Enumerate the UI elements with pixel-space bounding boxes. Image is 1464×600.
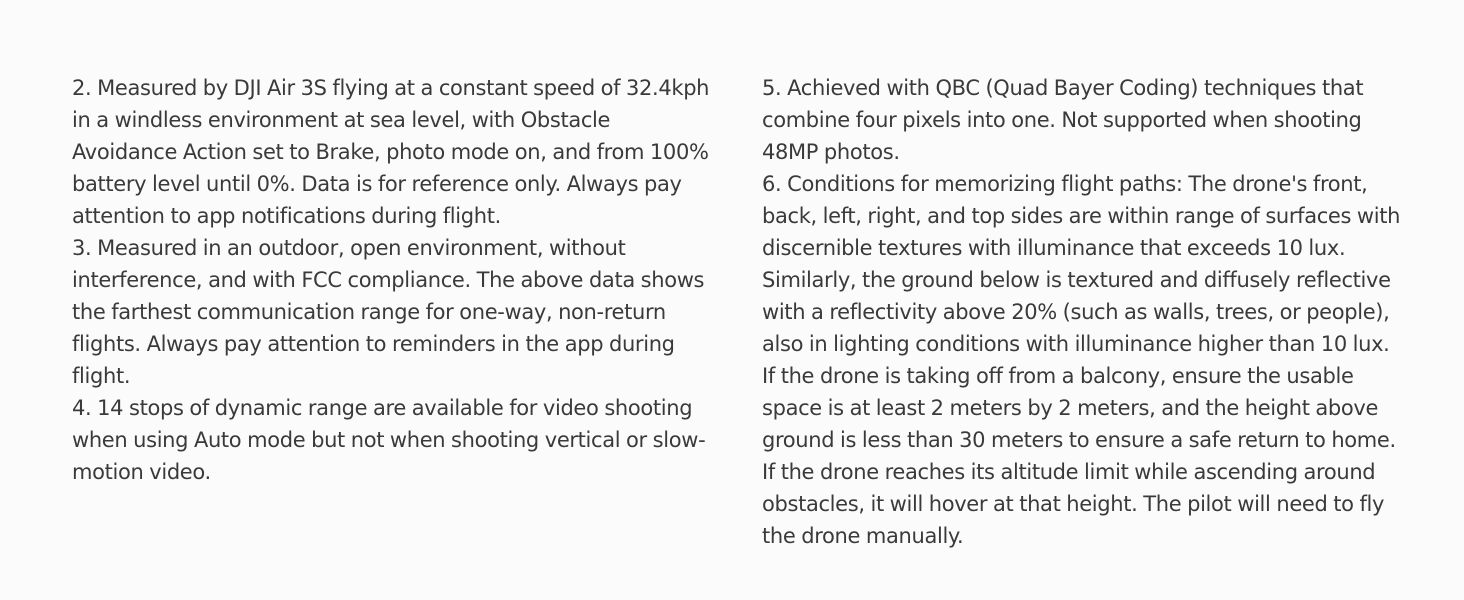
footnote-4: 4. 14 stops of dynamic range are available for video shooting when using Auto mode but not when shooting vertical or slow-motion video. bbox=[72, 396, 706, 484]
footnotes-right-column bbox=[762, 72, 1402, 552]
footnote-2: 2. Measured by DJI Air 3S flying at a constant speed of 32.4kph in a windless environment at sea level, with Obstacle Avoidance Action set to Brake, photo mode on, and from 100% battery level until 0%. Data is for reference only. Always pay attention to app notifications during flight. bbox=[72, 76, 710, 228]
footnotes-section bbox=[72, 72, 1402, 552]
footnotes-left-column bbox=[72, 72, 712, 552]
footnote-3: 3. Measured in an outdoor, open environment, without interference, and with FCC compliance. The above data shows the farthest communication range for one-way, non-return flights. Always pay attention to reminders in the app during flight. bbox=[72, 236, 705, 388]
footnote-5: 5. Achieved with QBC (Quad Bayer Coding) techniques that combine four pixels into one. Not supported when shooting 48MP photos. bbox=[762, 76, 1364, 164]
footnote-6: 6. Conditions for memorizing flight paths: The drone's front, back, left, right, and top sides are within range of surfaces with discernible textures with illuminance that exceeds 10 lux. Similarly, the ground below is textured and diffusely reflective with a reflectivity above 20% (such as walls, trees, or people), also in lighting conditions with illuminance higher than 10 lux. If the drone is taking off from a balcony, ensure the usable space is at least 2 meters by 2 meters, and the height above ground is less than 30 meters to ensure a safe return to home. If the drone reaches its altitude limit while ascending around obstacles, it will hover at that height. The pilot will need to fly the drone manually. bbox=[762, 172, 1401, 548]
